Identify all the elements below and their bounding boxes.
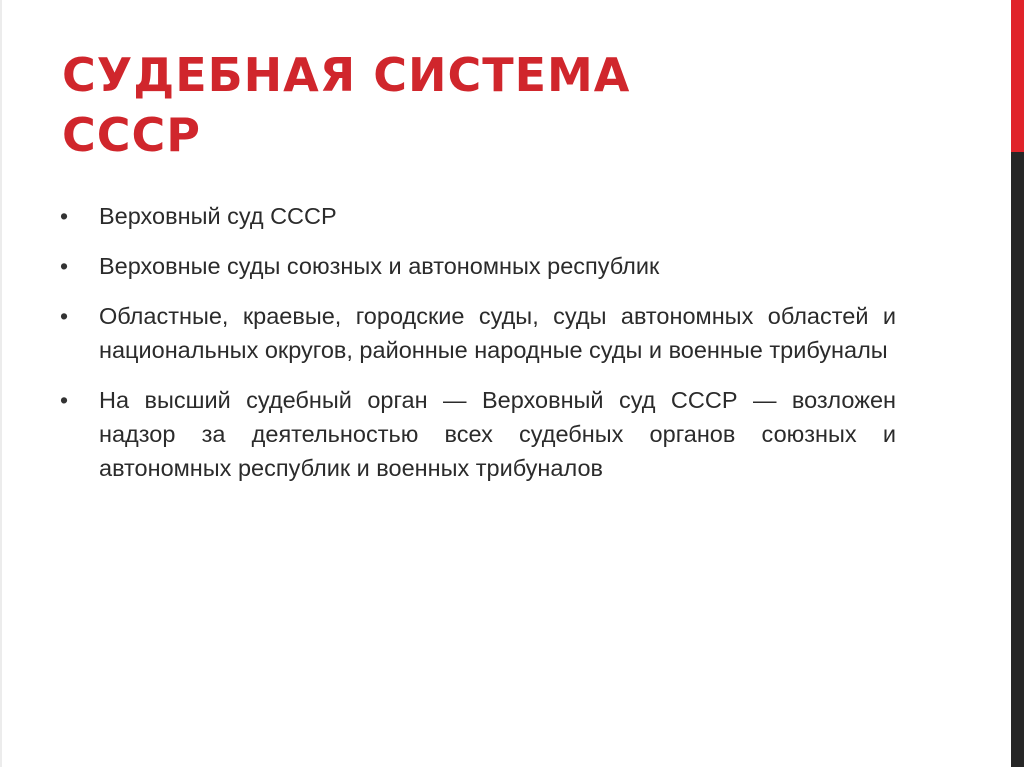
bullet-list — [60, 199, 896, 501]
bullet-text: Областные, краевые, городские суды, суды автономных областей и национальных округов, районные народные суды и военные трибуналы — [99, 303, 896, 363]
accent-bar-dark — [1011, 152, 1024, 767]
left-edge-strip — [0, 0, 2, 767]
bullet-dot-icon: • — [60, 203, 69, 229]
bullet-text: На высший судебный орган — Верховный суд СССР — возложен надзор за деятельностью всех судебных органов союзных и автономных республик и военных трибуналов — [99, 387, 896, 481]
bullet-dot-icon: • — [60, 253, 69, 279]
bullet-item — [60, 249, 896, 283]
bullet-dot-icon: • — [60, 303, 69, 329]
bullet-dot-icon: • — [60, 387, 69, 413]
bullet-item — [60, 299, 896, 367]
bullet-item — [60, 383, 896, 485]
bullet-item — [60, 199, 896, 233]
slide-title: СУДЕБНАЯ СИСТЕМА СССР — [62, 48, 631, 162]
bullet-text: Верховный суд СССР — [99, 203, 337, 229]
accent-bar-red — [1011, 0, 1024, 152]
bullet-text: Верховные суды союзных и автономных республик — [99, 253, 660, 279]
